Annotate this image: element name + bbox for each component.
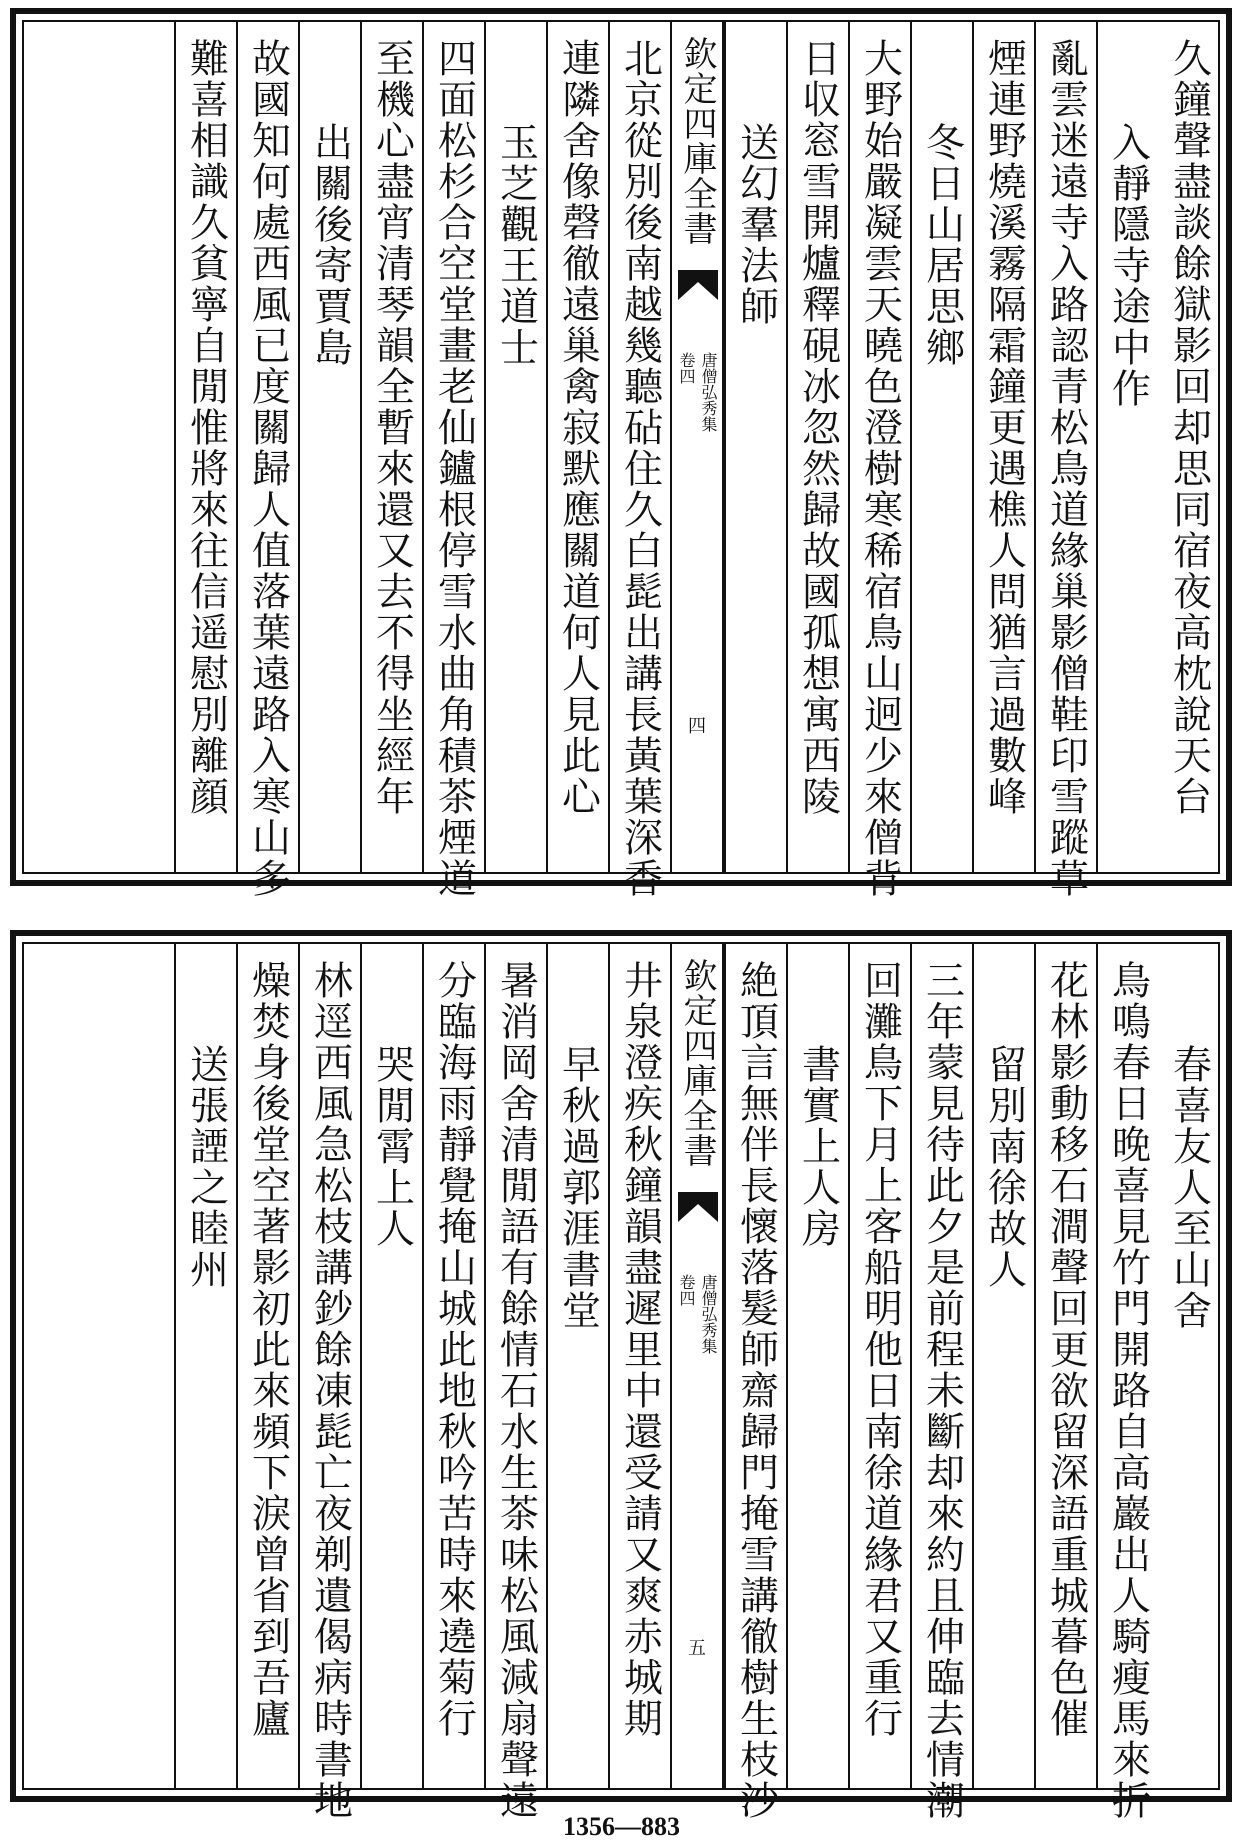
poem-title-column — [1158, 944, 1220, 1788]
poem-title-column — [910, 22, 972, 872]
lower-page-frame — [22, 942, 1220, 1821]
book-title: 欽定四庫全書 — [677, 958, 717, 1168]
center-margin — [670, 22, 724, 872]
poem-title: 入靜隱寺途中作 — [1105, 122, 1151, 409]
poem-title: 出關後寄賈島 — [307, 122, 353, 368]
poem-text-column — [1034, 22, 1096, 899]
poem-title-column — [298, 22, 360, 872]
fish-tail-mark-icon — [678, 270, 718, 330]
poem-text-column — [724, 944, 786, 1821]
poem-text-column — [1034, 944, 1096, 1788]
poem-line: 日収窓雪開爐釋硯冰忽然歸故國孤想寓西陵 — [795, 38, 841, 817]
poem-text-column — [972, 22, 1034, 872]
leaf-number: 四 — [688, 716, 706, 737]
poem-text-column — [1158, 22, 1220, 872]
poem-line: 連隣舍像磬徹遠巢禽寂默應關道何人見此心 — [555, 38, 601, 817]
poem-text-column — [422, 944, 484, 1788]
poem-text-column — [1096, 944, 1158, 1821]
poem-title-column — [360, 944, 422, 1788]
poem-title: 玉芝觀王道士 — [493, 122, 539, 368]
poem-line: 鳥鳴春日晚喜見竹門開路自高巖出人騎瘦馬來折 — [1105, 960, 1151, 1821]
upper-page — [10, 8, 1232, 899]
lower-page — [10, 930, 1232, 1821]
upper-page-frame — [22, 20, 1220, 899]
poem-title: 送張諲之睦州 — [183, 1044, 229, 1290]
poem-line: 井泉澄疾秋鐘韻盡遲里中還受請又爽赤城期 — [617, 960, 663, 1739]
poem-title: 留別南徐故人 — [981, 1044, 1027, 1290]
poem-text-column — [910, 944, 972, 1821]
poem-text-column — [484, 944, 546, 1821]
poem-text-column — [298, 944, 360, 1821]
poem-title: 送幻羣法師 — [733, 122, 779, 327]
poem-text-column — [360, 22, 422, 872]
poem-line: 煙連野燒溪霧隔霜鐘更遇樵人問猶言過數峰 — [981, 38, 1027, 817]
poem-line: 燥焚身後堂空著影初此來頻下淚曾省到吾廬 — [245, 960, 291, 1739]
poem-title-column — [972, 944, 1034, 1788]
poem-text-column — [608, 944, 670, 1788]
poem-line: 花林影動移石澗聲回更欲留深語重城暮色催 — [1043, 960, 1089, 1739]
poem-line: 久鐘聲盡談餘獄影回却思同宿夜高枕說天台 — [1166, 38, 1212, 817]
poem-line: 故國知何處西風已度關歸人值落葉遠路入寒山多 — [245, 38, 291, 899]
volume-number: 卷四 — [677, 1274, 696, 1306]
poem-line: 亂雲迷遠寺入路認青松鳥道緣巢影僧鞋印雪蹤草 — [1043, 38, 1089, 899]
collection-name: 唐僧弘秀集 — [699, 1274, 718, 1354]
poem-title: 書實上人房 — [795, 1044, 841, 1249]
collection-name: 唐僧弘秀集 — [699, 352, 718, 432]
poem-title: 冬日山居思鄉 — [919, 122, 965, 368]
poem-line: 大野始嚴凝雲天曉色澄樹寒稀宿鳥山迥少來僧背 — [857, 38, 903, 899]
poem-line: 回灘鳥下月上客船明他日南徐道緣君又重行 — [857, 960, 903, 1739]
fish-tail-mark-icon — [678, 1192, 718, 1252]
poem-title-column — [174, 944, 236, 1788]
poem-title-column — [484, 22, 546, 872]
poem-line: 至機心盡宵清琴韻全暫來還又去不得坐經年 — [369, 38, 415, 817]
poem-line: 難喜相識久貧寧自閒惟將來往信遥慰別離顔 — [183, 38, 229, 817]
poem-line: 林逕西風急松枝講鈔餘凍髭亡夜剃遺偈病時書地 — [307, 960, 353, 1821]
poem-text-column — [236, 944, 298, 1788]
poem-text-column — [848, 22, 910, 899]
volume-number: 卷四 — [677, 352, 696, 384]
poem-text-column — [546, 22, 608, 872]
book-title: 欽定四庫全書 — [677, 36, 717, 246]
page-number: 1356—883 — [563, 1812, 680, 1841]
poem-title: 春喜友人至山舍 — [1166, 1044, 1212, 1331]
poem-text-column — [848, 944, 910, 1788]
poem-line: 暑消岡舍清閒語有餘情石水生茶味松風減扇聲遠 — [493, 960, 539, 1821]
poem-title-column — [546, 944, 608, 1788]
poem-text-column — [236, 22, 298, 899]
poem-title: 早秋過郭涯書堂 — [555, 1044, 601, 1331]
poem-title-column — [1096, 22, 1158, 872]
center-margin — [670, 944, 724, 1788]
poem-text-column — [608, 22, 670, 899]
poem-text-column — [174, 22, 236, 872]
poem-title-column — [724, 22, 786, 872]
poem-text-column — [422, 22, 484, 899]
poem-line: 北京從別後南越幾聽砧住久白髭出講長黃葉深香 — [617, 38, 663, 899]
poem-line: 四面松杉合空堂畫老仙鑪根停雪水曲角積茶煙道 — [431, 38, 477, 899]
poem-text-column — [786, 22, 848, 872]
poem-line: 分臨海雨靜覺掩山城此地秋吟苦時來遶菊行 — [431, 960, 477, 1739]
leaf-number: 五 — [688, 1638, 706, 1659]
poem-title: 哭閒霄上人 — [369, 1044, 415, 1249]
poem-title-column — [786, 944, 848, 1788]
poem-line: 三年蒙見待此夕是前程未斷却來約且伸臨去情潮 — [919, 960, 965, 1821]
poem-line: 絶頂言無伴長懷落髮師齋歸門掩雪講徹樹生枝沙 — [733, 960, 779, 1821]
